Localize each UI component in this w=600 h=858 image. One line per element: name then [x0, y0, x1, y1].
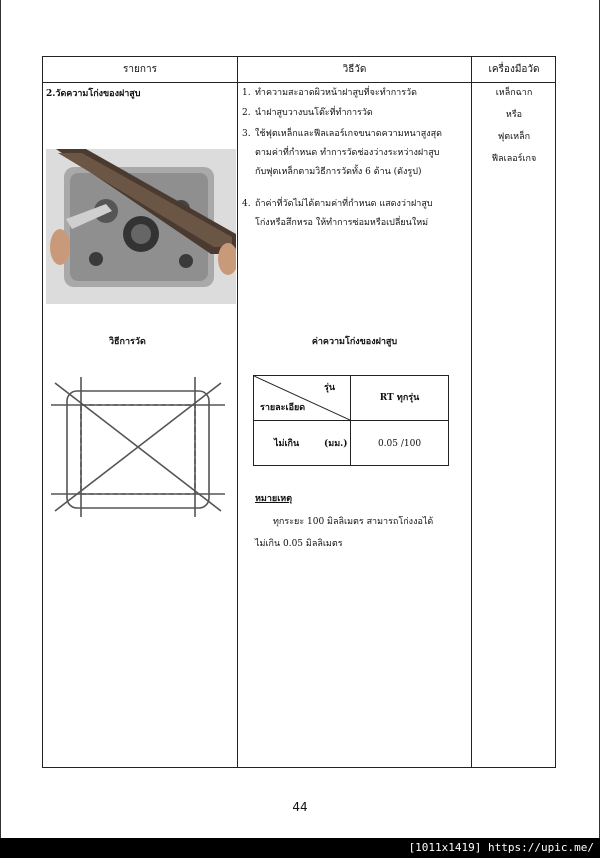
note-line: ทุกระยะ 100 มิลลิเมตร สามารถโก่งงอได้ — [273, 517, 434, 527]
tool-item: หรือ — [505, 110, 523, 120]
cylinder-head-image — [46, 149, 236, 304]
note-line: ไม่เกิน 0.05 มิลลิเมตร — [255, 539, 343, 549]
warp-value-title: ค่าความโก่งของฝาสูบ — [311, 337, 398, 347]
spec-model-header: RT ทุกรุ่น — [379, 393, 420, 403]
spec-corner-bottom: รายละเอียด — [260, 403, 306, 413]
step-text: ทำความสะอาดผิวหน้าฝาสูบที่จะทำการวัด — [255, 88, 417, 98]
header-item: รายการ — [123, 64, 157, 75]
step-text: นำฝาสูบวางบนโต๊ะที่ทำการวัด — [255, 108, 373, 118]
tool-item: ฟุตเหล็ก — [497, 132, 531, 142]
step-number: 2. — [242, 108, 251, 118]
spec-row-label: ไม่เกิน — [274, 439, 300, 449]
step-text: โก่งหรือสึกหรอ ให้ทำการซ่อมหรือเปลี่ยนใหม่ — [255, 218, 429, 228]
header-divider — [43, 82, 555, 83]
step-number: 1. — [242, 88, 251, 98]
column-divider — [237, 57, 238, 767]
step-text: ใช้ฟุตเหล็กและฟีลเลอร์เกจขนาดความหนาสูงสุด — [255, 129, 442, 139]
page-number: 44 — [292, 800, 308, 814]
step-text: กับฟุตเหล็กตามวิธีการวัดทั้ง 6 ด้าน (ดังรูป) — [255, 167, 422, 177]
spec-row-divider — [254, 420, 448, 421]
page-left-border — [0, 0, 1, 838]
item-title: 2.วัดความโก่งของฝาสูบ — [46, 89, 141, 99]
tool-item: เหล็กฉาก — [495, 88, 533, 98]
spec-table — [253, 375, 449, 466]
step-number: 3. — [242, 129, 251, 139]
procedure-table — [42, 56, 556, 768]
measure-method-label: วิธีการวัด — [109, 337, 146, 347]
watermark-bar — [0, 838, 600, 858]
header-method: วิธีวัด — [342, 64, 367, 75]
tool-item: ฟีลเลอร์เกจ — [491, 154, 537, 164]
spec-corner-top: รุ่น — [324, 383, 335, 393]
cylinder-head-photo — [46, 149, 236, 304]
step-text: ตามค่าที่กำหนด ทำการวัดช่องว่างระหว่างฝาสูบ — [255, 148, 440, 158]
measurement-diagram — [51, 377, 225, 517]
watermark-text: [1011x1419] https://upic.me/ — [408, 841, 594, 854]
header-tool: เครื่องมือวัด — [488, 64, 540, 75]
note-title: หมายเหตุ — [255, 494, 293, 504]
spec-row-value: 0.05 /100 — [377, 439, 422, 449]
step-number: 4. — [242, 199, 251, 209]
step-text: ถ้าค่าที่วัดไม่ได้ตามค่าที่กำหนด แสดงว่าฝาสูบ — [255, 199, 433, 209]
spec-row-unit: (มม.) — [324, 439, 348, 449]
